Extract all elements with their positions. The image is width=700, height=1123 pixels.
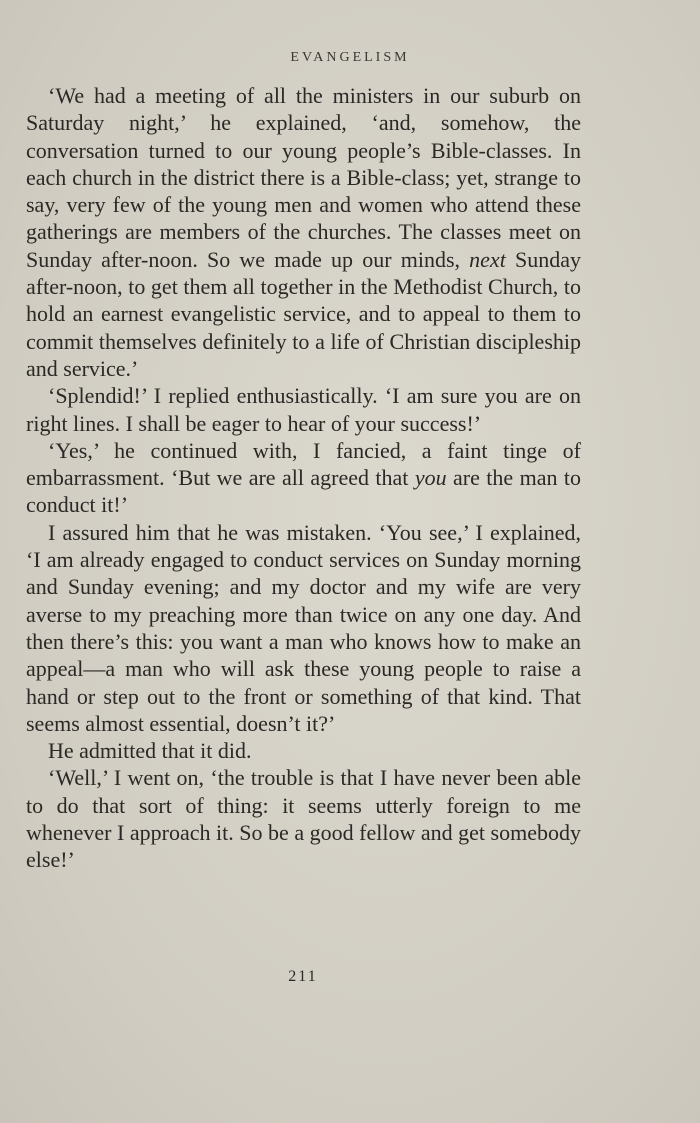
body-text <box>26 82 581 874</box>
text-run: He admitted that it did. <box>48 738 252 764</box>
paragraph <box>26 382 581 437</box>
text-run: are the man to conduct it!’ <box>26 465 581 518</box>
text-run: ‘Splendid!’ I replied enthusiastically. ‘I am sure you are on right lines. I shall be eager to hear of your success!’ <box>26 383 581 436</box>
paragraph <box>26 437 581 519</box>
paragraph <box>26 519 581 737</box>
text-run: ‘Yes,’ he continued with, I fancied, a faint tinge of embarrassment. ‘But we are all agreed that <box>26 437 581 491</box>
italic-run: next <box>469 246 506 272</box>
text-run: ‘We had a meeting of all the ministers in our suburb on Saturday night,’ he explained, ‘and, somehow, the conversation turned to our young people’s Bible-classes. In each church in the district there is a Bible-class; yet, strange to say, very few of the young men and women who attend these gatherings are members of the churches. The classes meet on Sunday after-noon. So we made up our minds, <box>26 83 581 272</box>
page-number: 211 <box>288 968 318 985</box>
text-run: I assured him that he was mistaken. ‘You see,’ I explained, ‘I am already engaged to conduct services on Sunday morning and Sunday evening; and my doctor and my wife are very averse to my preaching more than twice on any one day. And then there’s this: you want a man who knows how to make an appeal—a man who will ask these young people to raise a hand or step out to the front or something of that kind. That seems almost essential, doesn’t it?’ <box>26 519 581 736</box>
running-head: EVANGELISM <box>290 50 410 65</box>
paragraph <box>26 82 581 382</box>
text-run: ‘Well,’ I went on, ‘the trouble is that I have never been able to do that sort of thing: it seems utterly foreign to me whenever I approach it. So be a good fellow and get somebody else!’ <box>26 765 581 873</box>
paragraph <box>26 737 581 764</box>
text-run: Sunday after-noon, to get them all together in the Methodist Church, to hold an earnest evangelistic service, and to appeal to them to commit themselves definitely to a life of Christian discipleship and service.’ <box>26 246 581 381</box>
paragraph <box>26 764 581 873</box>
italic-run: you <box>414 465 447 491</box>
